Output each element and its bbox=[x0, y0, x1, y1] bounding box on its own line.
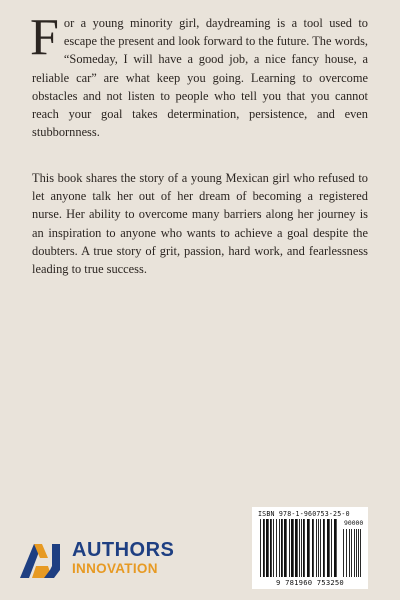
drop-cap: F bbox=[30, 9, 59, 66]
isbn-label: ISBN 978-1-960753-25-0 bbox=[258, 510, 350, 518]
isbn-barcode bbox=[252, 507, 368, 589]
barcode-digits: 9 781960 753250 bbox=[276, 578, 344, 587]
publisher-logo-icon bbox=[18, 536, 66, 580]
price-code: 90000 bbox=[344, 519, 364, 527]
publisher-name-line1: AUTHORS bbox=[72, 539, 175, 561]
publisher-logo bbox=[18, 532, 208, 582]
blurb-paragraph-2: This book shares the story of a young Mexican girl who refused to let anyone talk her out of her dream of becoming a registered nurse. Her ability to overcome many barriers along her journey is an inspiration to anyone who wants to achieve a goal despite the doubters. A true story of grit, passion, hard work, and fearlessness leading to true success. bbox=[32, 171, 368, 277]
blurb-paragraph-1-text: or a young minority girl, daydreaming is a tool used to escape the present and look forward to the future. The words, “Someday, I will have a good job, a nice fancy house, a reliable car” are what keep you going. Learning to overcome obstacles and not listen to people who tell you that you cannot reach your goal takes determination, persistence, and even stubbornness. bbox=[32, 16, 368, 140]
blurb-paragraph-1 bbox=[30, 9, 368, 141]
publisher-name-line2: INNOVATION bbox=[72, 561, 158, 576]
barcode-bars bbox=[252, 507, 368, 589]
